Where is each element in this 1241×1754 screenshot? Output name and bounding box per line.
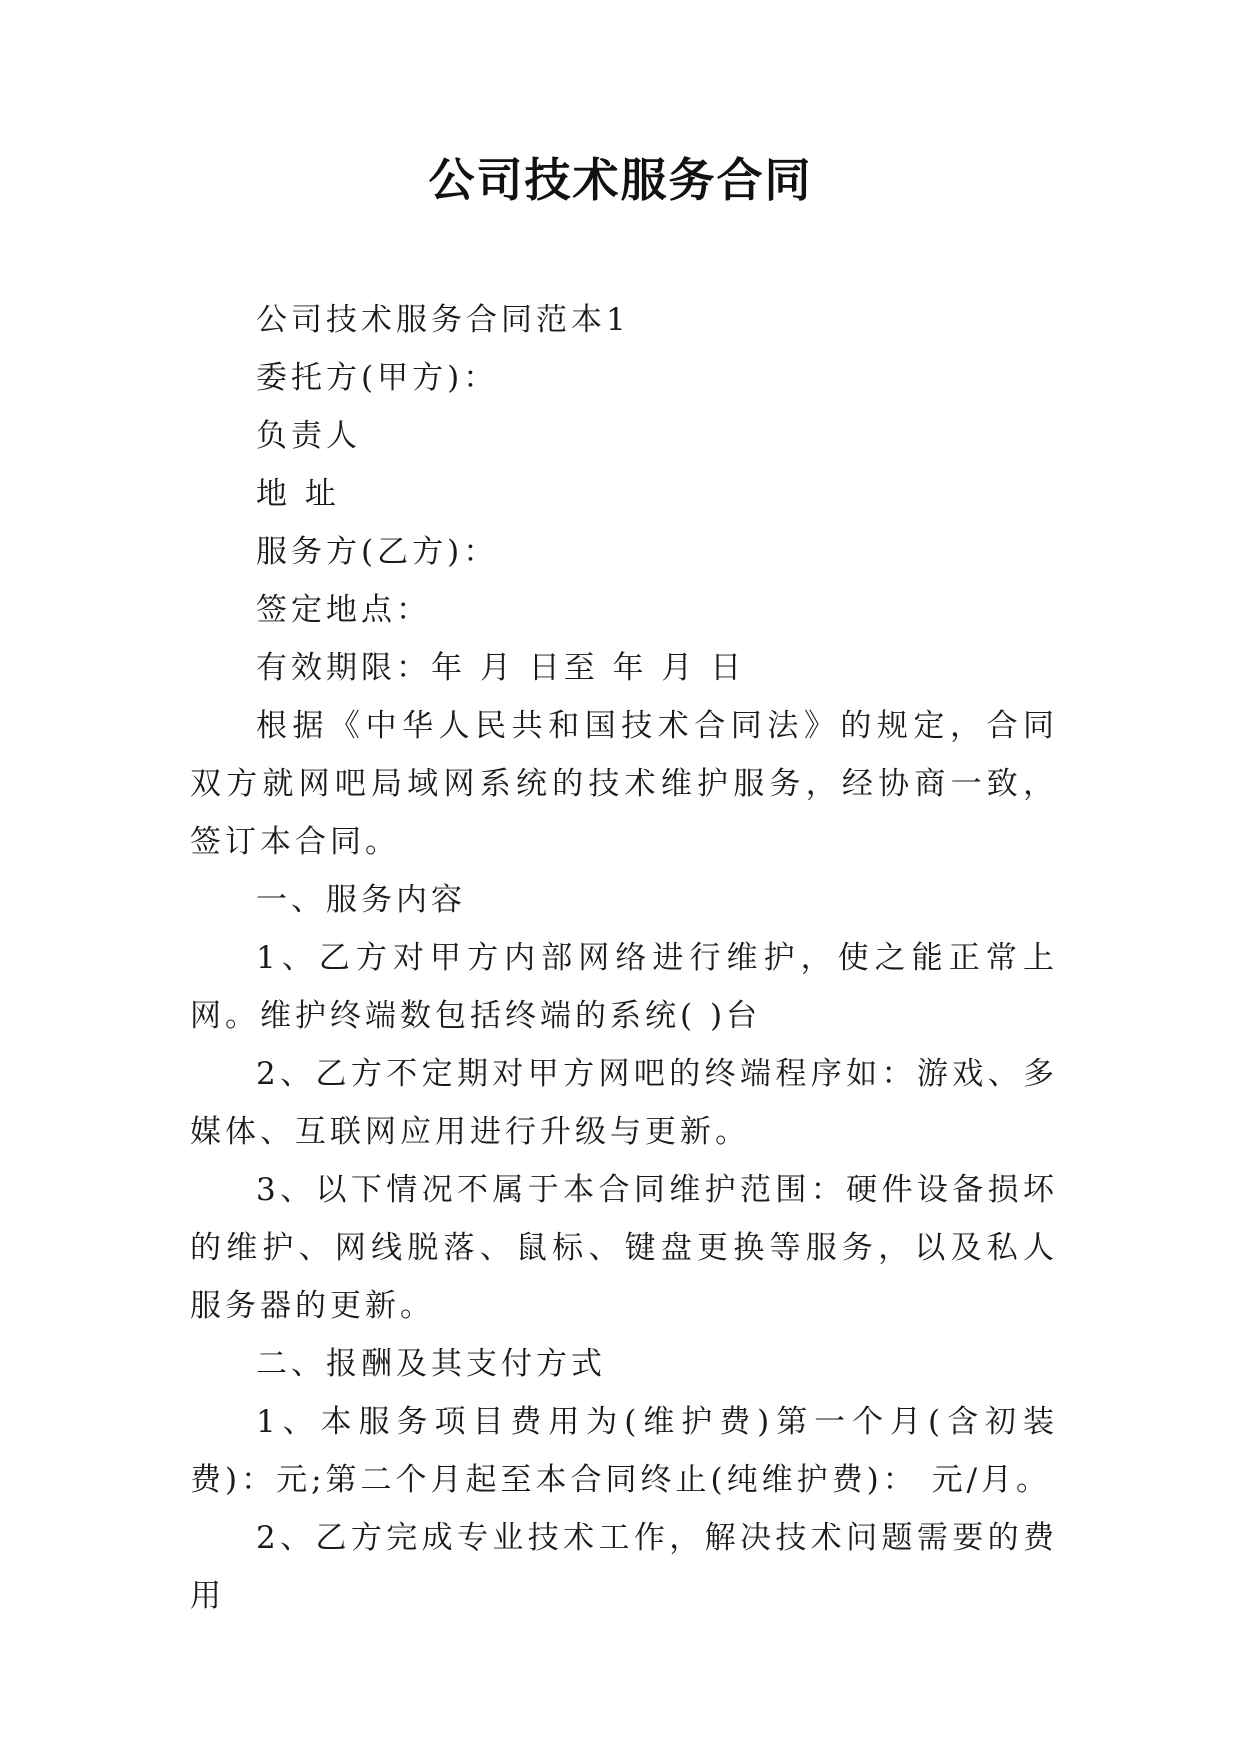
paragraph-responsible-person: 负责人 <box>256 418 361 454</box>
clause-1-2: 2、乙方不定期对甲方网吧的终端程序如：游戏、多媒体、互联网应用进行升级与更新。 <box>190 1056 1058 1150</box>
paragraph-template-heading: 公司技术服务合同范本1 <box>256 302 630 338</box>
paragraph-preamble: 根据《中华人民共和国技术合同法》的规定，合同双方就网吧局域网系统的技术维护服务，经协商一致，签订本合同。 <box>190 708 1058 860</box>
paragraph-address: 地 址 <box>256 476 340 512</box>
document-title: 公司技术服务合同 <box>428 153 813 207</box>
paragraph-party-b: 服务方(乙方)： <box>256 534 499 570</box>
section-heading-service-content: 一、服务内容 <box>256 882 466 918</box>
document-body <box>190 291 1058 1625</box>
clause-1-1: 1、乙方对甲方内部网络进行维护，使之能正常上网。维护终端数包括终端的系统( )台 <box>190 940 1058 1034</box>
paragraph-validity-period: 有效期限：年 月 日至 年 月 日 <box>256 650 746 686</box>
paragraph-party-a: 委托方(甲方)： <box>256 360 499 396</box>
section-heading-payment: 二、报酬及其支付方式 <box>256 1346 606 1382</box>
clause-1-3: 3、以下情况不属于本合同维护范围：硬件设备损坏的维护、网线脱落、鼠标、键盘更换等服务，以及私人服务器的更新。 <box>190 1172 1058 1324</box>
clause-2-1: 1、本服务项目费用为(维护费)第一个月(含初装费)：元;第二个月起至本合同终止(纯维护费)： 元/月。 <box>190 1404 1058 1498</box>
paragraph-signing-place: 签定地点： <box>256 592 431 628</box>
clause-2-2: 2、乙方完成专业技术工作，解决技术问题需要的费用 <box>190 1520 1058 1614</box>
